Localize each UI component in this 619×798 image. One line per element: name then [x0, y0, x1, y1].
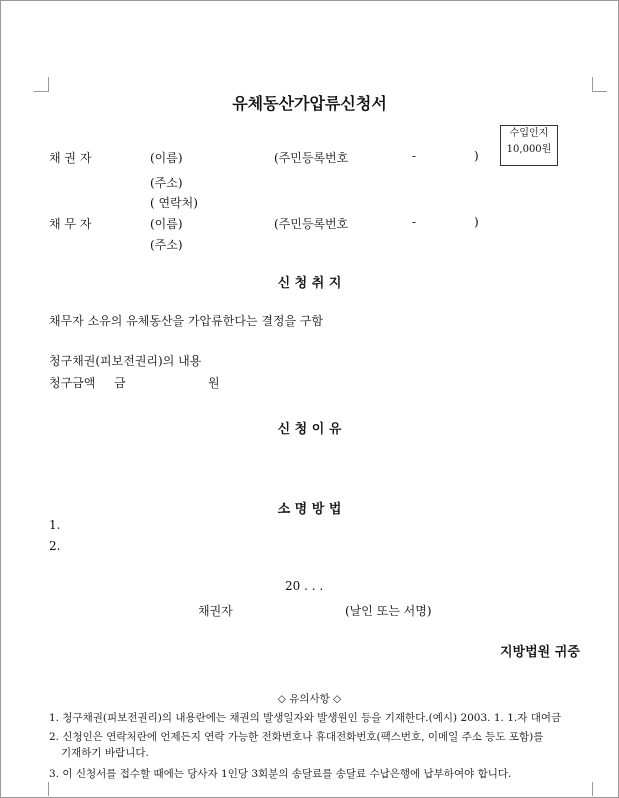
note-item-3: 3. 이 신청서를 접수할 때에는 당사자 1인당 3회분의 송달료를 송달료 수납은행에 납부하여야 합니다.	[49, 768, 512, 780]
creditor-contact-label: ( 연락처)	[150, 196, 198, 210]
evidence-item-2: 2.	[49, 539, 61, 553]
creditor-address-label: (주소)	[150, 176, 183, 190]
creditor-id-close: )	[474, 149, 479, 163]
note-item-2-line-2: 기재하기 바랍니다.	[61, 747, 149, 759]
debtor-label: 채 무 자	[49, 217, 92, 231]
claim-content-label: 청구채권(피보전권리)의 내용	[49, 354, 202, 368]
debtor-id-dash: -	[412, 215, 417, 229]
creditor-label: 채 권 자	[49, 151, 92, 165]
debtor-address-label: (주소)	[150, 238, 183, 252]
evidence-heading: 소 명 방 법	[277, 502, 342, 517]
document-title: 유체동산가압류신청서	[232, 94, 387, 113]
creditor-name-label: (이름)	[150, 151, 183, 165]
debtor-id-label: (주민등록번호	[274, 217, 349, 231]
court-addressee: 지방법원 귀중	[500, 645, 580, 660]
reason-heading: 신 청 이 유	[277, 422, 342, 437]
debtor-name-label: (이름)	[150, 217, 183, 231]
claim-amount-unit: 원	[208, 376, 220, 390]
notes-heading: ◇ 유의사항 ◇	[277, 693, 342, 705]
purpose-heading: 신 청 취 지	[277, 276, 342, 291]
stamp-amount: 10,000원	[506, 144, 552, 155]
date-line: 20 . . .	[285, 579, 324, 593]
note-item-2-line-1: 2. 신청인은 연락처란에 언제든지 연락 가능한 전화번호나 휴대전화번호(팩스번호, 이메일 주소 등도 포함)를	[49, 731, 544, 743]
signature-label: 채권자	[198, 604, 233, 618]
margin-mark-top-right	[592, 77, 607, 92]
creditor-id-dash: -	[412, 149, 417, 163]
margin-mark-bottom-right	[592, 782, 607, 796]
signature-note: (날인 또는 서명)	[345, 604, 432, 618]
debtor-id-close: )	[474, 215, 479, 229]
purpose-text: 채무자 소유의 유체동산을 가압류한다는 결정을 구함	[49, 314, 324, 328]
claim-amount-label: 청구금액	[49, 376, 96, 390]
margin-mark-bottom-left	[34, 782, 49, 796]
evidence-item-1: 1.	[49, 518, 61, 532]
claim-amount-prefix: 금	[114, 376, 126, 390]
revenue-stamp-box	[500, 125, 558, 166]
creditor-id-label: (주민등록번호	[274, 151, 349, 165]
note-item-1: 1. 청구채권(피보전권리)의 내용란에는 채권의 발생일자와 발생원인 등을 기재한다.(예시) 2003. 1. 1.자 대여금	[49, 712, 562, 724]
margin-mark-top-left	[34, 77, 49, 92]
stamp-label: 수입인지	[509, 128, 549, 139]
